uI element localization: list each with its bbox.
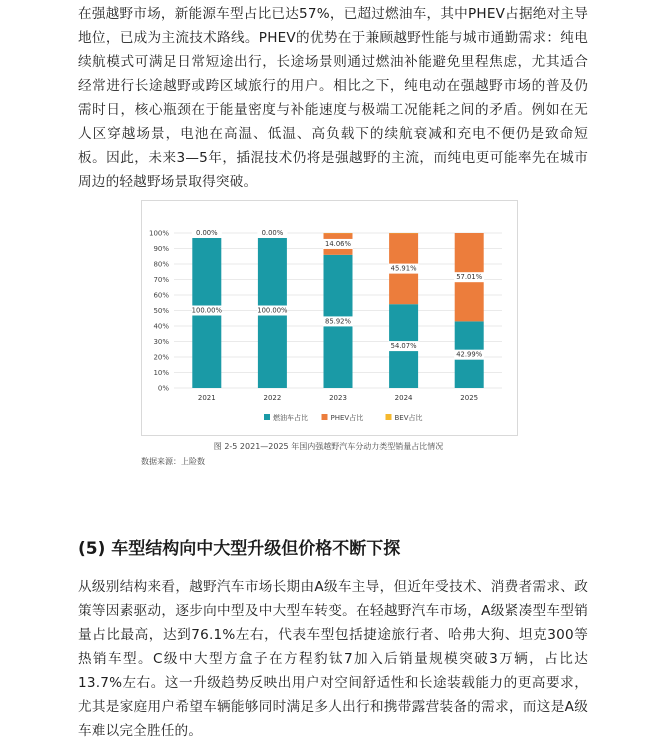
legend-label: PHEV占比	[331, 413, 364, 422]
x-tick-label: 2025	[460, 394, 478, 402]
section-heading: (5) 车型结构向中大型升级但价格不断下探	[78, 534, 400, 559]
data-label: 85.92%	[325, 317, 351, 325]
legend-swatch	[322, 414, 328, 420]
stacked-bar-chart	[142, 201, 517, 435]
y-tick-label: 40%	[153, 323, 169, 331]
data-label: 0.00%	[262, 229, 284, 237]
legend-swatch	[386, 414, 392, 420]
legend-swatch	[264, 414, 270, 420]
data-label: 14.06%	[325, 240, 351, 248]
y-tick-label: 20%	[153, 354, 169, 362]
data-source: 数据来源：上险数	[141, 456, 205, 467]
data-label: 100.00%	[257, 307, 288, 315]
data-label: 54.07%	[391, 342, 417, 350]
y-tick-label: 80%	[153, 261, 169, 269]
y-tick-label: 10%	[153, 369, 169, 377]
data-label: 42.99%	[456, 351, 482, 359]
body-paragraph-2: 从级别结构来看，越野汽车市场长期由A级车主导，但近年受技术、消费者需求、政策等因素驱动，逐步向中型及中大型车转变。在轻越野汽车市场，A级紧凑型车型销量占比最高，达到76.1%左右，代表车型包括捷途旅行者、哈弗大狗、坦克300等热销车型。C级中大型方盒子在方程豹钛7加入后销量规模突破3万辆，占比达13.7%左右。这一升级趋势反映出用户对空间舒适性和长途装载能力的更高要求，尤其是家庭用户希望车辆能够同时满足多人出行和携带露营装备的需求，而这是A级车难以完全胜任的。	[78, 575, 588, 743]
data-label: 100.00%	[192, 307, 223, 315]
chart-frame	[141, 200, 518, 436]
x-tick-label: 2022	[263, 394, 281, 402]
body-paragraph-1: 在强越野市场，新能源车型占比已达57%，已超过燃油车，其中PHEV占据绝对主导地位，已成为主流技术路线。PHEV的优势在于兼顾越野性能与城市通勤需求：纯电续航模式可满足日常短途出行，长途场景则通过燃油补能避免里程焦虑，尤其适合经常进行长途越野或跨区域旅行的用户。相比之下，纯电动在强越野市场的普及仍需时日，核心瓶颈在于能量密度与补能速度与极端工况能耗之间的矛盾。例如在无人区穿越场景，电池在高温、低温、高负载下的续航衰减和充电不便仍是致命短板。因此，未来3—5年，插混技术仍将是强越野的主流，而纯电更可能率先在城市周边的轻越野场景取得突破。	[78, 2, 588, 194]
y-tick-label: 0%	[158, 385, 169, 393]
y-tick-label: 50%	[153, 307, 169, 315]
figure-caption: 图 2-5 2021—2025 年国内强越野汽车分动力类型销量占比情况	[141, 441, 516, 452]
legend-label: 燃油车占比	[273, 413, 308, 422]
legend-label: BEV占比	[395, 413, 423, 422]
y-tick-label: 30%	[153, 338, 169, 346]
x-tick-label: 2024	[395, 394, 413, 402]
y-tick-label: 70%	[153, 276, 169, 284]
y-tick-label: 100%	[149, 230, 169, 238]
y-tick-label: 90%	[153, 245, 169, 253]
x-tick-label: 2021	[198, 394, 216, 402]
data-label: 45.91%	[391, 265, 417, 273]
x-tick-label: 2023	[329, 394, 347, 402]
y-tick-label: 60%	[153, 292, 169, 300]
data-label: 57.01%	[456, 273, 482, 281]
data-label: 0.00%	[196, 229, 218, 237]
